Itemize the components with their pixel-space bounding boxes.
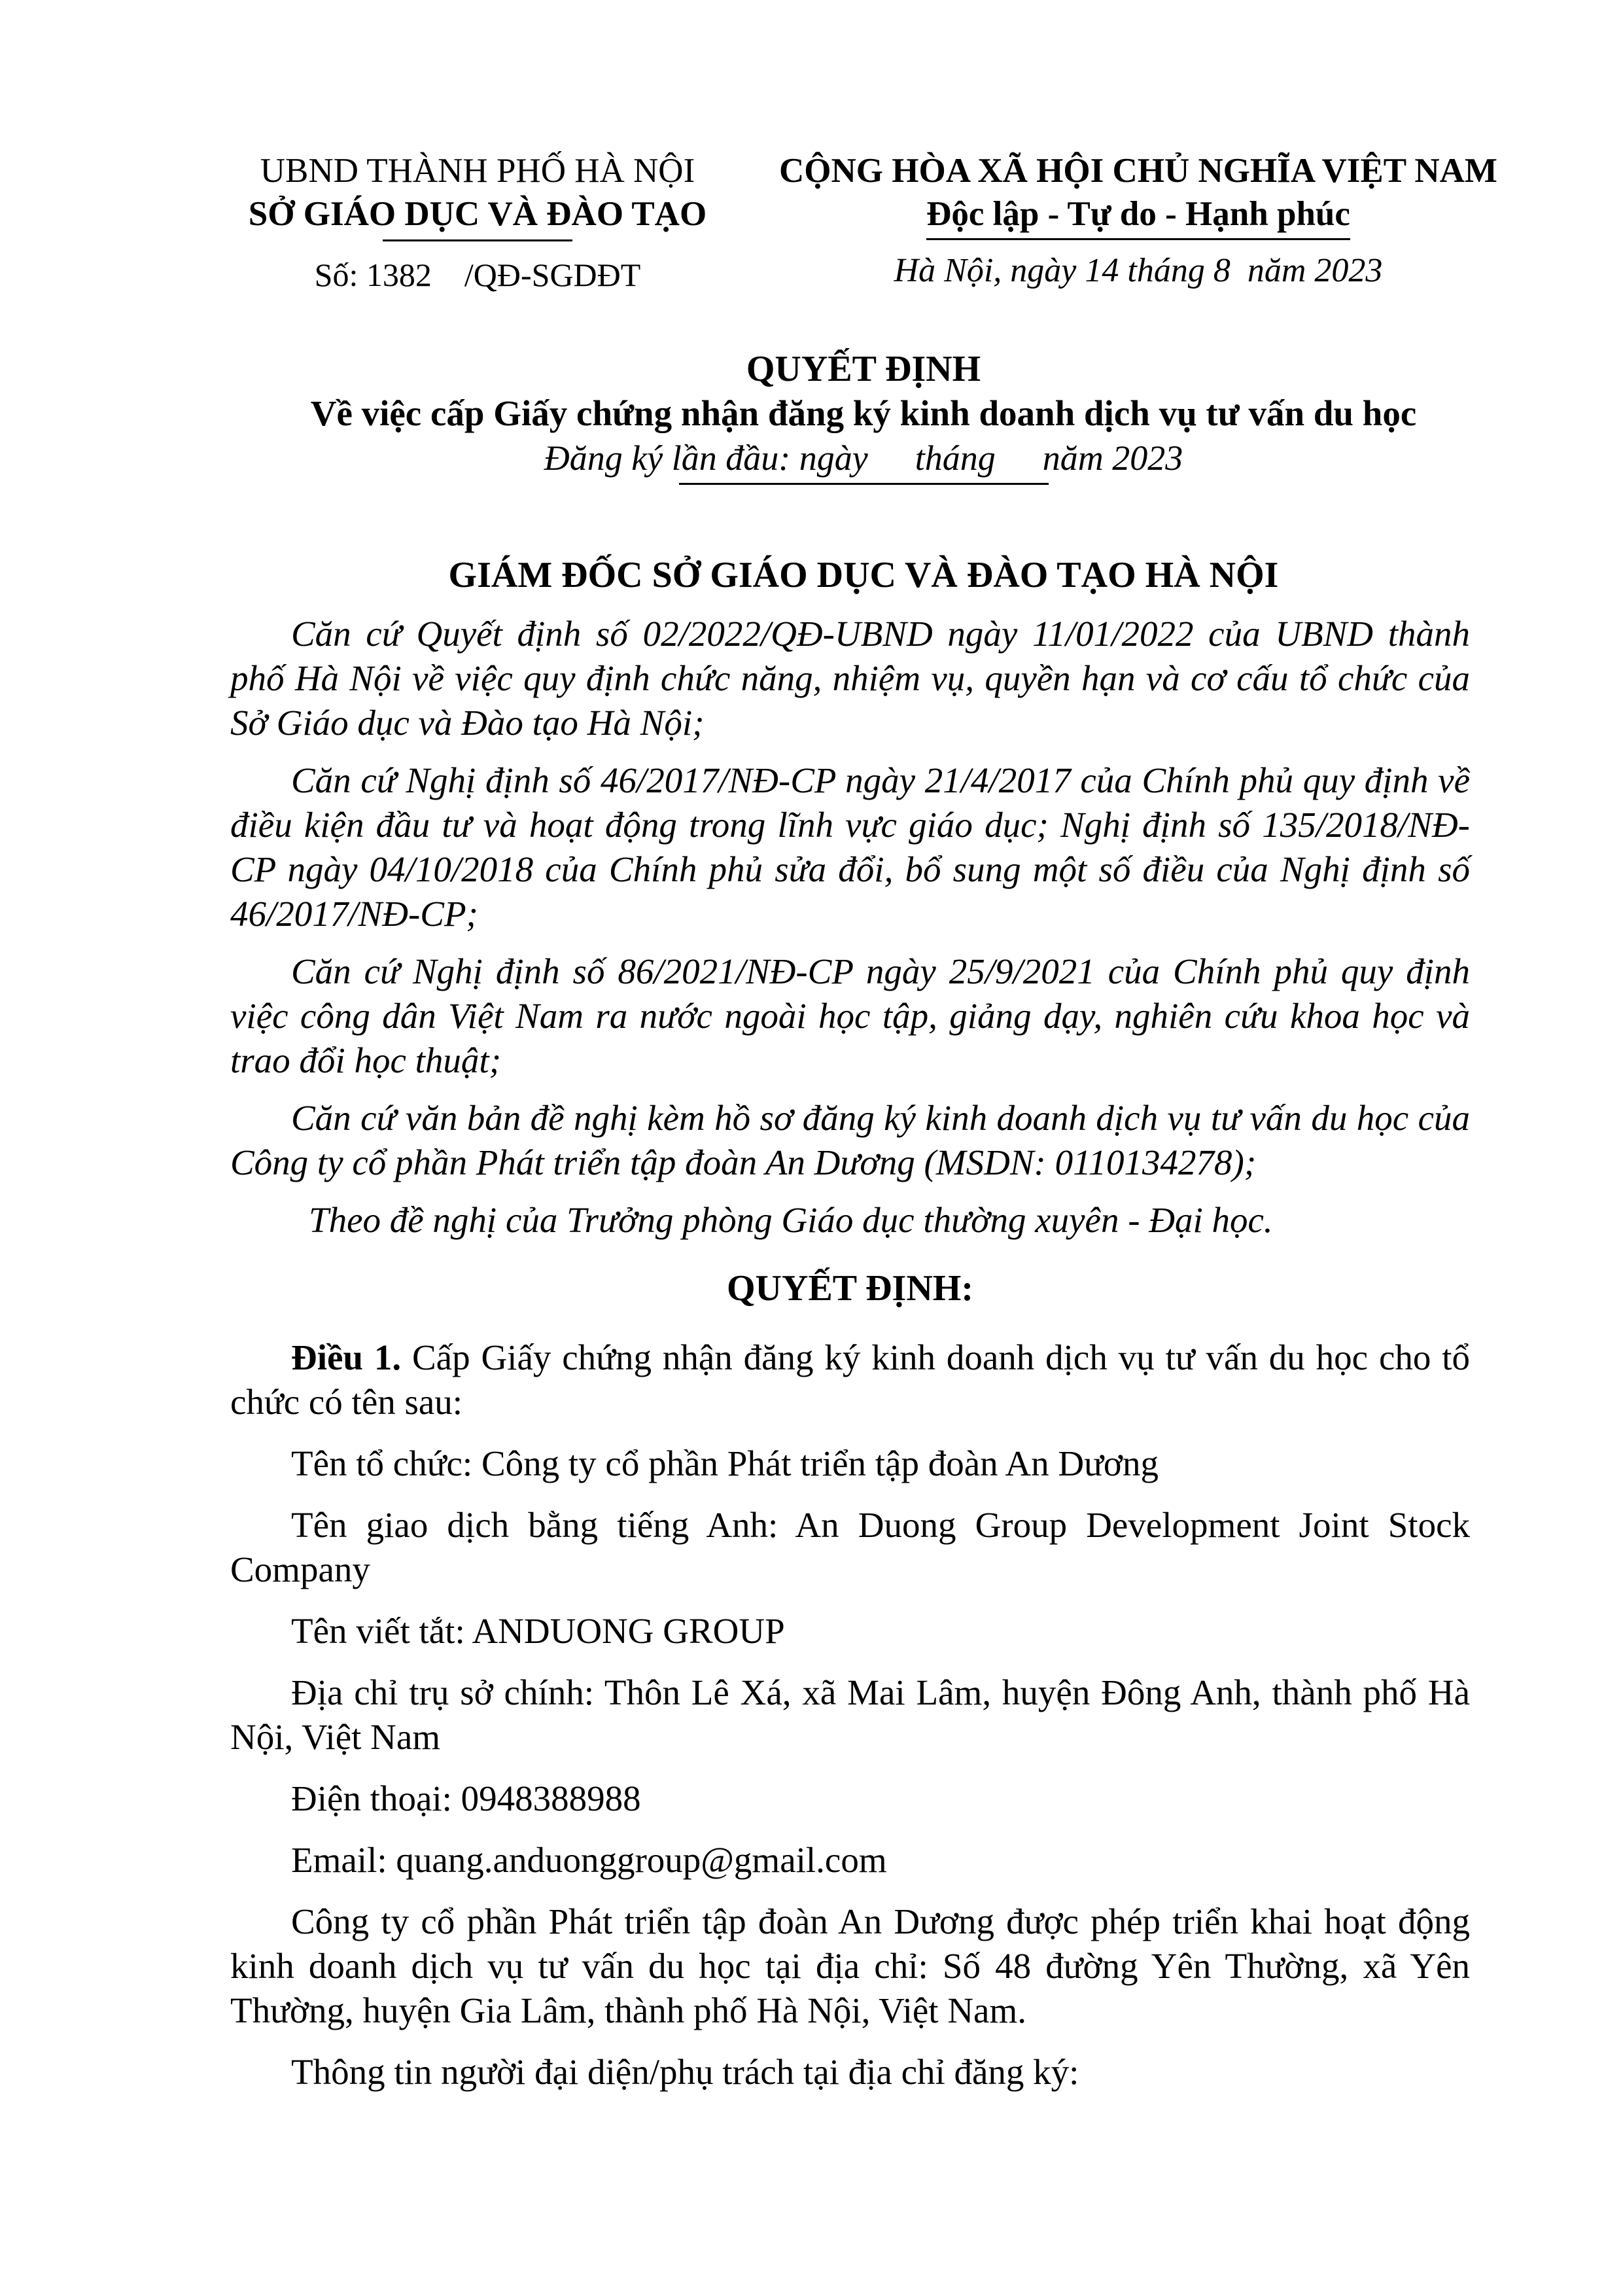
- document-number: Số: 1382 /QĐ-SGDĐT: [314, 256, 641, 293]
- registration-date: [222, 436, 1505, 480]
- legal-basis-2: Căn cứ Nghị định số 46/2017/NĐ-CP ngày 21/4/2017 của Chính phủ quy định về điều kiện đầu tư và hoạt động trong lĩnh vực giáo dục; Nghị định số 135/2018/NĐ-CP ngày 04/10/2018 của Chính phủ sửa đổi, bổ sung một số điều của Nghị định số 46/2017/NĐ-CP;: [230, 760, 1470, 934]
- abbreviation: Tên viết tắt: ANDUONG GROUP: [291, 1611, 785, 1651]
- national-heading-block: [752, 149, 1524, 292]
- registration-prefix: Đăng ký lần đầu: ngày: [544, 438, 868, 478]
- document-body: [230, 612, 1470, 2111]
- registration-month-label: tháng: [915, 438, 996, 478]
- document-date: Hà Nội, ngày 14 tháng 8 năm 2023: [894, 252, 1383, 289]
- representative-intro: Thông tin người đại diện/phụ trách tại địa chỉ đăng ký:: [291, 2052, 1079, 2092]
- national-motto: Độc lập - Tự do - Hạnh phúc: [926, 192, 1350, 240]
- decision-heading: QUYẾT ĐỊNH:: [726, 1268, 973, 1309]
- legal-basis-4: Căn cứ văn bản đề nghị kèm hồ sơ đăng ký kinh doanh dịch vụ tư vấn du học của Công ty cổ phần Phát triển tập đoàn An Dương (MSDN: 0110134278);: [230, 1098, 1470, 1182]
- issuer-block: [222, 149, 733, 296]
- director-heading: GIÁM ĐỐC SỞ GIÁO DỤC VÀ ĐÀO TẠO HÀ NỘI: [448, 555, 1279, 595]
- issuer-underline: [383, 239, 572, 241]
- registration-year: năm 2023: [1042, 438, 1183, 478]
- document-type-title: QUYẾT ĐỊNH: [746, 349, 981, 389]
- english-name: Tên giao dịch bằng tiếng Anh: An Duong Group Development Joint Stock Company: [230, 1505, 1470, 1589]
- article-1-label: Điều 1.: [291, 1337, 402, 1377]
- issuer-authority: UBND THÀNH PHỐ HÀ NỘI: [260, 152, 695, 190]
- issuer-department: SỞ GIÁO DỤC VÀ ĐÀO TẠO: [248, 195, 707, 233]
- national-title: CỘNG HÒA XÃ HỘI CHỦ NGHĨA VIỆT NAM: [779, 152, 1497, 190]
- organization-name: Tên tổ chức: Công ty cổ phần Phát triển tập đoàn An Dương: [291, 1443, 1159, 1483]
- legal-basis-5: Theo đề nghị của Trưởng phòng Giáo dục thường xuyên - Đại học.: [309, 1200, 1273, 1240]
- phone-number: Điện thoại: 0948388988: [291, 1778, 641, 1818]
- article-1-text: Cấp Giấy chứng nhận đăng ký kinh doanh dịch vụ tư vấn du học cho tổ chức có tên sau:: [230, 1337, 1471, 1422]
- email-address: Email: quang.anduonggroup@gmail.com: [291, 1840, 887, 1880]
- legal-basis-1: Căn cứ Quyết định số 02/2022/QĐ-UBND ngày 11/01/2022 của UBND thành phố Hà Nội về việc quy định chức năng, nhiệm vụ, quyền hạn và cơ cấu tổ chức của Sở Giáo dục và Đào tạo Hà Nội;: [230, 614, 1470, 743]
- title-block: [222, 347, 1505, 485]
- head-office-address: Địa chỉ trụ sở chính: Thôn Lê Xá, xã Mai Lâm, huyện Đông Anh, thành phố Hà Nội, Việt Nam: [230, 1672, 1470, 1757]
- title-underline: [679, 483, 1049, 485]
- document-subject: Về việc cấp Giấy chứng nhận đăng ký kinh doanh dịch vụ tư vấn du học: [310, 393, 1417, 433]
- legal-basis-3: Căn cứ Nghị định số 86/2021/NĐ-CP ngày 25/9/2021 của Chính phủ quy định việc công dân Việt Nam ra nước ngoài học tập, giảng dạy, nghiên cứu khoa học và trao đổi học thuật;: [230, 951, 1470, 1080]
- article-1: [230, 1335, 1470, 1424]
- permitted-location: Công ty cổ phần Phát triển tập đoàn An Dương được phép triển khai hoạt động kinh doanh dịch vụ tư vấn du học tại địa chỉ: Số 48 đường Yên Thường, xã Yên Thường, huyện Gia Lâm, thành phố Hà Nội, Việt Nam.: [230, 1901, 1470, 2030]
